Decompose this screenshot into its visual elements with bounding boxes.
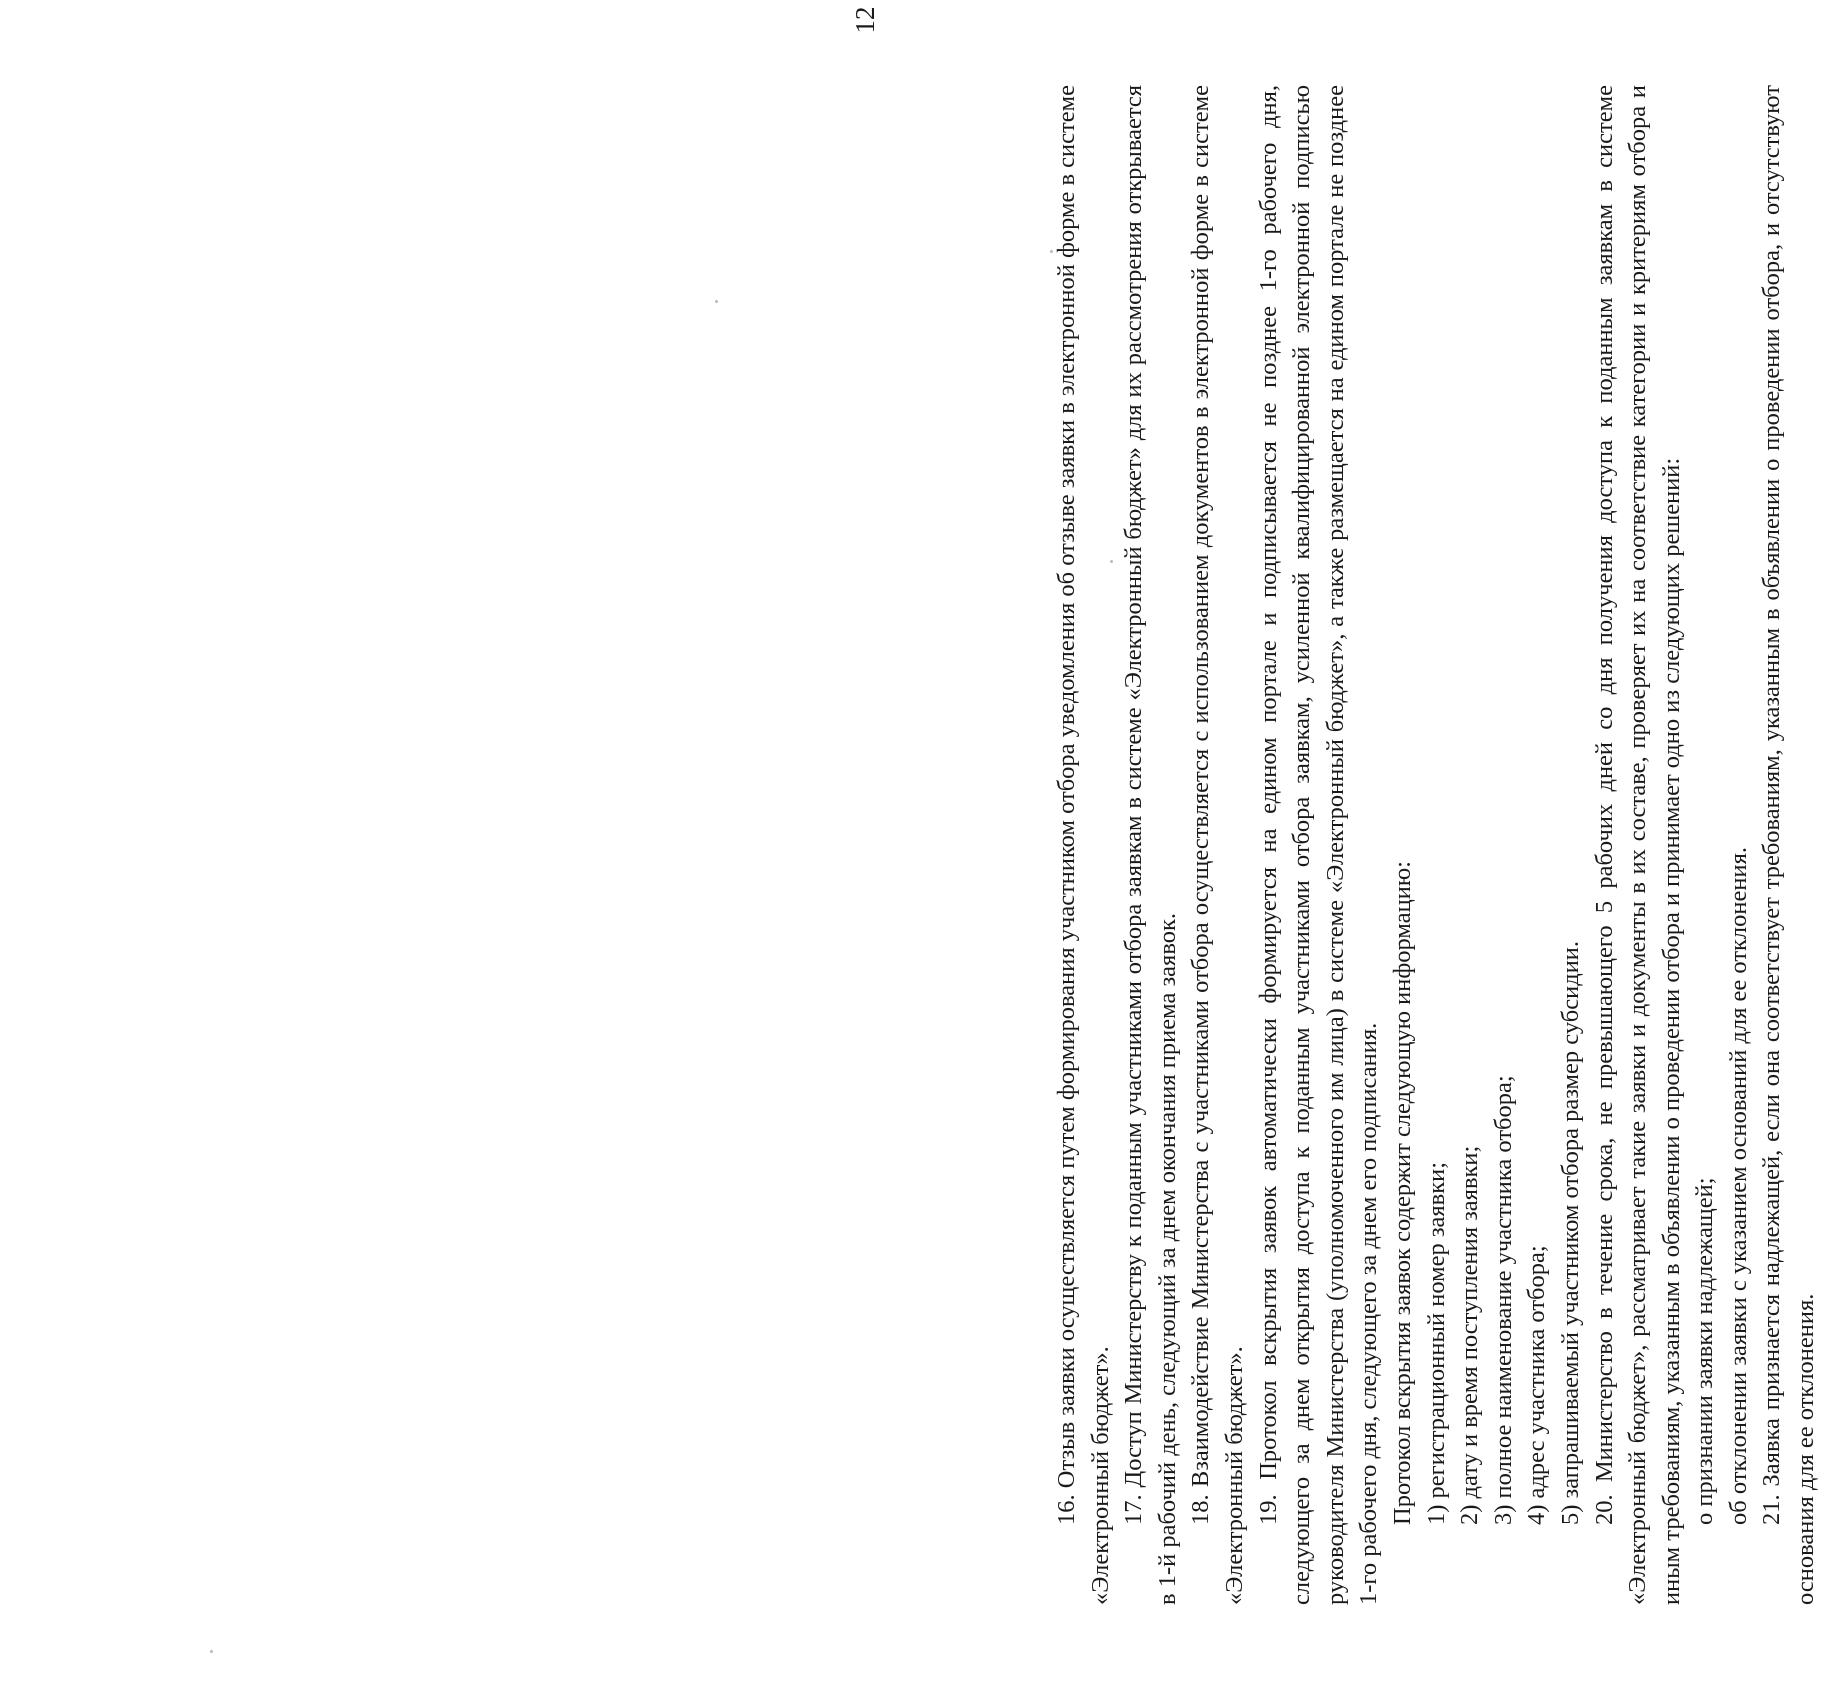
decision-item-1: о признании заявки надлежащей;: [1691, 1177, 1719, 1525]
protocol-item-1: 1) регистрационный номер заявки;: [1422, 1161, 1450, 1525]
scan-speck: [210, 1650, 213, 1653]
protocol-item-3: 3) полное наименование участника отбора;: [1489, 1075, 1517, 1525]
scan-speck: [715, 300, 718, 303]
protocol-item-5: 5) запрашиваемый участником отбора размер субсидии.: [1556, 940, 1584, 1525]
scan-speck: [1050, 250, 1053, 253]
protocol-item-4: 4) адрес участника отбора;: [1523, 1245, 1551, 1525]
paragraph-20: 20. Министерство в течение срока, не превышающего 5 рабочих дней со дня получения доступа к поданным заявкам в системе «Электронный бюджет», рассматривает такие заявки и документы в их составе, проверяет их на соответствие категории и критериям отбора и иным требованиям, указанным в объявлении о проведении отбора и принимает одно из следующих решений:: [1590, 85, 1685, 1605]
paragraph-19: 19. Протокол вскрытия заявок автоматически формируется на едином портале и подписывается не позднее 1-го рабочего дня, следующего за днем открытия доступа к поданным участниками отбора заявкам, усиленной квалифицированной электронной подписью руководителя Министерства (уполномоченного им лица) в системе «Электронный бюджет», а также размещается на едином портале не позднее 1-го рабочего дня, следующего за днем его подписания.: [1254, 85, 1383, 1605]
document-body: [1050, 85, 1823, 1605]
protocol-intro: Протокол вскрытия заявок содержит следующую информацию:: [1388, 861, 1416, 1525]
paragraph-16: 16. Отзыв заявки осуществляется путем формирования участником отбора уведомления об отзыве заявки в электронной форме в системе «Электронный бюджет».: [1053, 85, 1114, 1605]
paragraph-18: 18. Взаимодействие Министерства с участниками отбора осуществляется с использованием документов в электронной форме в системе «Электронный бюджет».: [1187, 85, 1248, 1605]
protocol-item-2: 2) дату и время поступления заявки;: [1456, 1145, 1484, 1525]
decision-item-2: об отклонении заявки с указанием оснований для ее отклонения.: [1724, 846, 1752, 1525]
paragraph-21: 21. Заявка признается надлежащей, если она соответствует требованиям, указанным в объявлении о проведении отбора, и отсутствуют основания для ее отклонения.: [1758, 85, 1820, 1605]
scan-speck: [1110, 560, 1113, 563]
page-number: 12: [850, 6, 880, 34]
paragraph-17: 17. Доступ Министерству к поданным участниками отбора заявкам в системе «Электронный бюджет» для их рассмотрения открывается в 1-й рабочий день, следующий за днем окончания приема заявок.: [1120, 85, 1181, 1605]
